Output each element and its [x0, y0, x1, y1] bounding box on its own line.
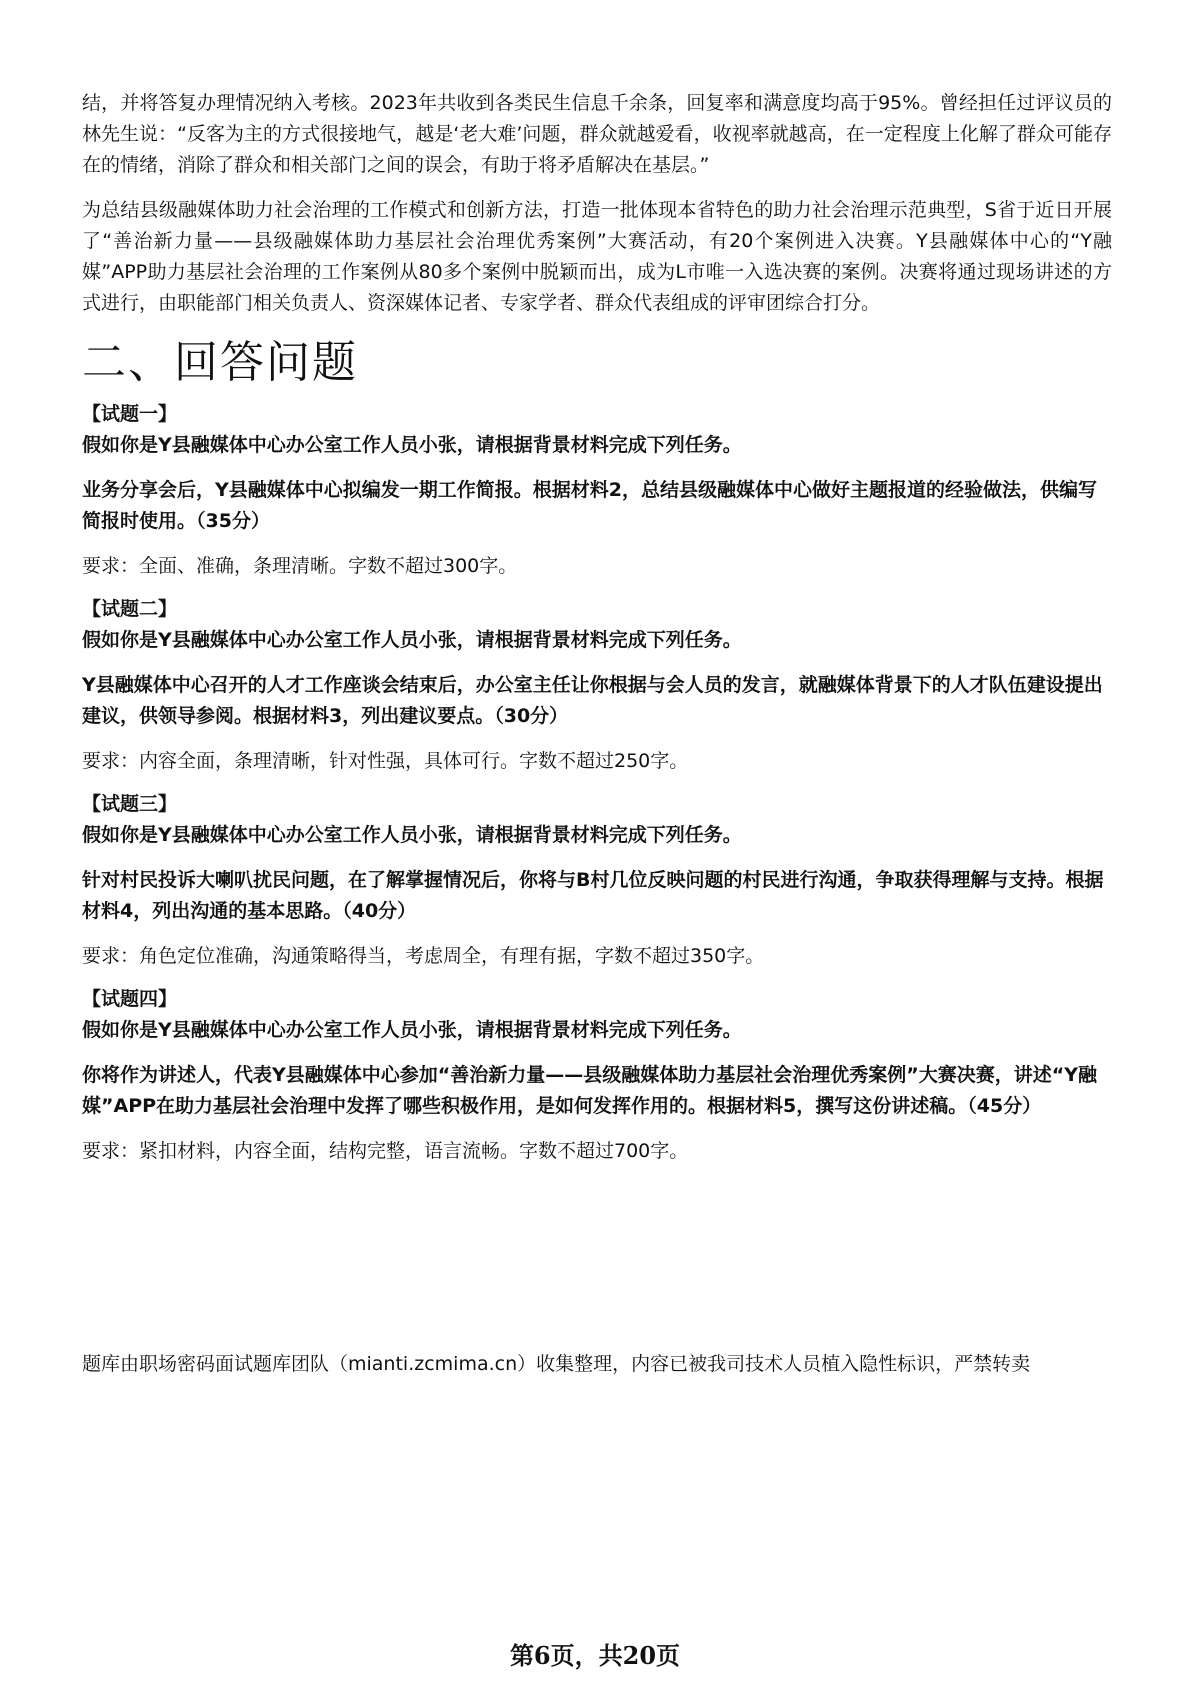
section-heading: 二、回答问题 [82, 337, 358, 388]
question-requirement: 要求：角色定位准确，沟通策略得当，考虑周全，有理有据，字数不超过350字。 [82, 945, 765, 967]
question-title: 【试题三】 [82, 793, 178, 815]
question-task: 针对村民投诉大喇叭扰民问题，在了解掌握情况后，你将与B村几位反映问题的村民进行沟通，争取获得理解与支持。根据材料4，列出沟通的基本思路。（40分） [82, 869, 1104, 922]
question-requirement: 要求：全面、准确，条理清晰。字数不超过300字。 [82, 555, 518, 577]
copyright-note: 题库由职场密码面试题库团队（mianti.zcmima.cn）收集整理，内容已被我司技术人员植入隐性标识，严禁转卖 [82, 1353, 1031, 1375]
question-block-1 [82, 399, 1112, 582]
question-block-4 [82, 984, 1112, 1167]
question-title: 【试题四】 [82, 988, 178, 1010]
question-intro: 假如你是Y县融媒体中心办公室工作人员小张，请根据背景材料完成下列任务。 [82, 629, 742, 651]
question-block-3 [82, 789, 1112, 972]
question-block-2 [82, 594, 1112, 777]
question-title: 【试题二】 [82, 598, 178, 620]
body-paragraph-1: 结，并将答复办理情况纳入考核。2023年共收到各类民生信息千余条，回复率和满意度均高于95%。曾经担任过评议员的林先生说：“反客为主的方式很接地气，越是‘老大难’问题，群众就越爱看，收视率就越高，在一定程度上化解了群众可能存在的情绪，消除了群众和相关部门之间的误会，有助于将矛盾解决在基层。” [82, 92, 1112, 176]
page-number: 第6页，共20页 [509, 1641, 681, 1670]
question-task: 业务分享会后，Y县融媒体中心拟编发一期工作简报。根据材料2，总结县级融媒体中心做好主题报道的经验做法，供编写简报时使用。（35分） [82, 479, 1097, 532]
question-intro: 假如你是Y县融媒体中心办公室工作人员小张，请根据背景材料完成下列任务。 [82, 434, 742, 456]
question-task: 你将作为讲述人，代表Y县融媒体中心参加“善治新力量——县级融媒体助力基层社会治理优秀案例”大赛决赛，讲述“Y融媒”APP在助力基层社会治理中发挥了哪些积极作用，是如何发挥作用的。根据材料5，撰写这份讲述稿。（45分） [82, 1064, 1097, 1117]
question-task: Y县融媒体中心召开的人才工作座谈会结束后，办公室主任让你根据与会人员的发言，就融媒体背景下的人才队伍建设提出建议，供领导参阅。根据材料3，列出建议要点。（30分） [82, 674, 1103, 727]
question-intro: 假如你是Y县融媒体中心办公室工作人员小张，请根据背景材料完成下列任务。 [82, 1019, 742, 1041]
question-intro: 假如你是Y县融媒体中心办公室工作人员小张，请根据背景材料完成下列任务。 [82, 824, 742, 846]
body-paragraph-2: 为总结县级融媒体助力社会治理的工作模式和创新方法，打造一批体现本省特色的助力社会治理示范典型，S省于近日开展了“善治新力量——县级融媒体助力基层社会治理优秀案例”大赛活动，有20个案例进入决赛。Y县融媒体中心的“Y融媒”APP助力基层社会治理的工作案例从80多个案例中脱颖而出，成为L市唯一入选决赛的案例。决赛将通过现场讲述的方式进行，由职能部门相关负责人、资深媒体记者、专家学者、群众代表组成的评审团综合打分。 [82, 199, 1112, 314]
document-body [82, 88, 1112, 1179]
question-requirement: 要求：紧扣材料，内容全面，结构完整，语言流畅。字数不超过700字。 [82, 1140, 689, 1162]
question-requirement: 要求：内容全面，条理清晰，针对性强，具体可行。字数不超过250字。 [82, 750, 689, 772]
question-title: 【试题一】 [82, 403, 178, 425]
